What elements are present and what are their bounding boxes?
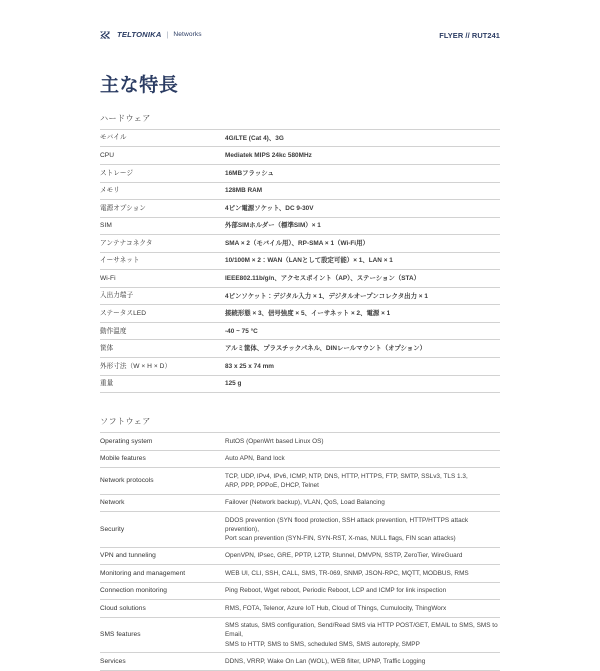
spec-table xyxy=(100,129,500,393)
spec-row xyxy=(100,147,500,165)
spec-value xyxy=(225,468,500,494)
spec-value xyxy=(225,235,500,253)
spec-row xyxy=(100,565,500,583)
spec-value-line: Ping Reboot, Wget reboot, Periodic Reboot, LCP and ICMP for link inspection xyxy=(225,587,447,595)
spec-value xyxy=(225,512,500,547)
spec-label: Mobile features xyxy=(100,455,146,463)
spec-value-line: RMS, FOTA, Telenor, Azure IoT Hub, Cloud of Things, Cumulocity, ThingWorx xyxy=(225,604,447,612)
spec-row xyxy=(100,468,500,494)
spec-label: Connection monitoring xyxy=(100,587,168,595)
spec-row xyxy=(100,653,500,671)
spec-row xyxy=(100,617,500,652)
spec-row xyxy=(100,305,500,323)
spec-value-line: WEB UI, CLI, SSH, CALL, SMS, TR-069, SNMP, JSON-RPC, MQTT, MODBUS, RMS xyxy=(225,569,469,577)
teltonika-chevrons-icon xyxy=(100,30,113,41)
spec-label: SMS features xyxy=(100,631,141,639)
brand-logo xyxy=(100,30,202,41)
spec-value-line: Mediatek MIPS 24kc 580MHz xyxy=(225,152,312,160)
spec-row xyxy=(100,322,500,340)
spec-value xyxy=(225,252,500,270)
spec-value-line: Failover (Network backup), VLAN, QoS, Load Balancing xyxy=(225,499,385,507)
spec-value-line: 10/100M × 2：WAN（LANとして設定可能）× 1、LAN × 1 xyxy=(225,257,393,265)
spec-row xyxy=(100,129,500,147)
spec-value-line: OpenVPN, IPsec, GRE, PPTP, L2TP, Stunnel, DMVPN, SSTP, ZeroTier, WireGuard xyxy=(225,552,463,560)
spec-value xyxy=(225,340,500,358)
spec-label: 外形寸法（W × H × D） xyxy=(100,362,172,370)
spec-row xyxy=(100,512,500,547)
document-reference: FLYER // RUT241 xyxy=(439,30,500,40)
spec-value-line: 4G/LTE (Cat 4)、3G xyxy=(225,134,284,142)
spec-value xyxy=(225,450,500,468)
spec-row xyxy=(100,600,500,618)
spec-value xyxy=(225,433,500,451)
spec-label: Security xyxy=(100,525,125,533)
spec-value xyxy=(225,653,500,671)
spec-label: モバイル xyxy=(100,134,127,142)
spec-value-line: Auto APN, Band lock xyxy=(225,455,285,463)
spec-label: イーサネット xyxy=(100,257,140,265)
spec-row xyxy=(100,358,500,376)
spec-row xyxy=(100,494,500,512)
document-header xyxy=(100,0,500,54)
spec-table xyxy=(100,432,500,671)
spec-value-line: Port scan prevention (SYN-FIN, SYN-RST, X-mas, NULL flags, FIN scan attacks) xyxy=(225,534,456,542)
spec-value xyxy=(225,358,500,376)
spec-row xyxy=(100,287,500,305)
spec-value-line: 接続形態 × 3、信号強度 × 5、イーサネット × 2、電源 × 1 xyxy=(225,310,391,318)
spec-value-line: 外部SIMホルダー（標準SIM）× 1 xyxy=(225,222,321,230)
spec-label: メモリ xyxy=(100,187,120,195)
spec-label: ストレージ xyxy=(100,169,134,177)
spec-row xyxy=(100,200,500,218)
spec-value-line: SMS status, SMS configuration, Send/Read SMS via HTTP POST/GET, EMAIL to SMS, SMS to Email, xyxy=(225,622,498,639)
spec-value-line: アルミ筐体、プラスチックパネル、DINレールマウント（オプション） xyxy=(225,345,427,353)
spec-row xyxy=(100,340,500,358)
spec-value xyxy=(225,565,500,583)
spec-value-line: -40 ~ 75 °C xyxy=(225,327,258,335)
spec-value xyxy=(225,129,500,147)
spec-value xyxy=(225,164,500,182)
spec-value xyxy=(225,182,500,200)
spec-row xyxy=(100,433,500,451)
spec-value xyxy=(225,270,500,288)
spec-value-line: 16MBフラッシュ xyxy=(225,169,274,177)
spec-label: ステータスLED xyxy=(100,309,147,317)
spec-label: Wi-Fi xyxy=(100,274,116,282)
spec-row xyxy=(100,235,500,253)
spec-value-line: 128MB RAM xyxy=(225,187,263,195)
spec-label: VPN and tunneling xyxy=(100,552,156,560)
spec-label: Cloud solutions xyxy=(100,604,146,612)
spec-row xyxy=(100,164,500,182)
brand-separator: | xyxy=(166,31,169,39)
spec-label: Network xyxy=(100,499,125,507)
page-title: 主な特長 xyxy=(100,75,179,96)
spec-label: 入出力端子 xyxy=(100,292,134,300)
spec-value xyxy=(225,494,500,512)
spec-value-line: TCP, UDP, IPv4, IPv6, ICMP, NTP, DNS, HTTP, HTTPS, FTP, SMTP, SSLv3, TLS 1.3, xyxy=(225,472,468,480)
spec-label: Services xyxy=(100,657,126,665)
spec-label: 動作温度 xyxy=(100,327,127,335)
spec-value-line: RutOS (OpenWrt based Linux OS) xyxy=(225,437,324,445)
spec-value xyxy=(225,322,500,340)
spec-label: SIM xyxy=(100,222,112,230)
spec-row xyxy=(100,182,500,200)
spec-value-line: SMA × 2（モバイル用）、RP-SMA × 1（Wi-Fi用） xyxy=(225,239,369,247)
spec-sections xyxy=(100,113,500,671)
spec-label: 筐体 xyxy=(100,345,114,353)
spec-value xyxy=(225,200,500,218)
section-title: ソフトウェア xyxy=(100,417,151,427)
spec-value-line: DDNS, VRRP, Wake On Lan (WOL), WEB filter, UPNP, Traffic Logging xyxy=(225,657,426,665)
spec-value xyxy=(225,287,500,305)
spec-value xyxy=(225,547,500,565)
spec-value-line: IEEE802.11b/g/n、アクセスポイント（AP）、ステーション（STA） xyxy=(225,274,421,282)
spec-value-line: ARP, PPP, PPPoE, DHCP, Telnet xyxy=(225,481,319,489)
spec-value-line: SMS to HTTP, SMS to SMS, scheduled SMS, SMS autoreply, SMPP xyxy=(225,640,420,648)
spec-row xyxy=(100,450,500,468)
spec-label: 電源オプション xyxy=(100,204,146,212)
spec-row xyxy=(100,217,500,235)
spec-value xyxy=(225,305,500,323)
spec-value xyxy=(225,600,500,618)
spec-row xyxy=(100,547,500,565)
spec-row xyxy=(100,270,500,288)
spec-label: Monitoring and management xyxy=(100,569,186,577)
spec-value xyxy=(225,217,500,235)
spec-label: アンテナコネクタ xyxy=(100,239,153,247)
spec-row xyxy=(100,582,500,600)
spec-row xyxy=(100,375,500,393)
spec-value-line: 83 x 25 x 74 mm xyxy=(225,362,274,370)
spec-value-line: 125 g xyxy=(225,380,242,388)
spec-value xyxy=(225,617,500,652)
spec-label: CPU xyxy=(100,152,115,160)
spec-value xyxy=(225,147,500,165)
spec-value xyxy=(225,375,500,393)
spec-value-line: DDOS prevention (SYN flood protection, SSH attack prevention, HTTP/HTTPS attack prevention), xyxy=(225,516,469,533)
spec-value xyxy=(225,582,500,600)
spec-label: 重量 xyxy=(100,380,114,388)
spec-label: Network protocols xyxy=(100,477,154,485)
spec-value-line: 4ピン電源ソケット、DC 9-30V xyxy=(225,204,314,212)
brand-subtitle: Networks xyxy=(173,30,202,38)
section-title: ハードウェア xyxy=(100,113,151,123)
spec-section-software xyxy=(100,416,500,671)
spec-value-line: 4ピンソケット：デジタル入力 × 1、デジタルオープンコレクタ出力 × 1 xyxy=(225,292,428,300)
spec-section-hardware xyxy=(100,113,500,393)
spec-row xyxy=(100,252,500,270)
spec-label: Operating system xyxy=(100,437,153,445)
brand-name: TELTONIKA xyxy=(117,30,162,40)
